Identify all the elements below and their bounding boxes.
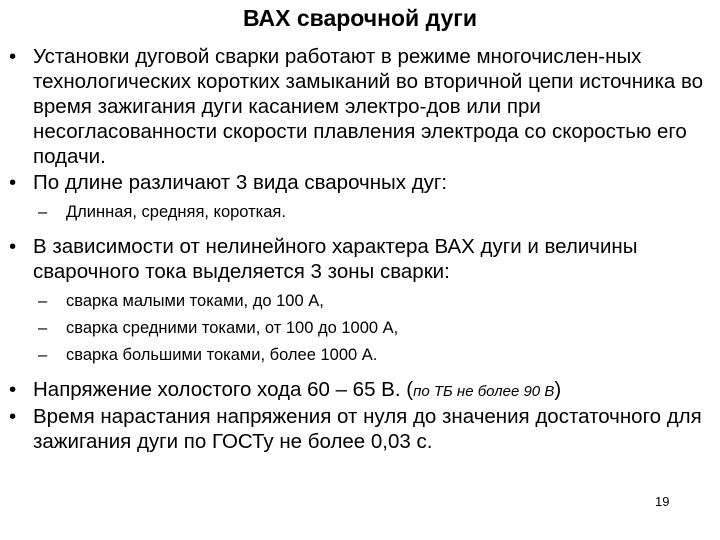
bullet-text: Напряжение холостого хода 60 – 65 В. (: [33, 378, 414, 401]
dash-icon: –: [38, 292, 48, 310]
bullet-icon: •: [9, 171, 17, 194]
bullet-icon: •: [9, 235, 17, 258]
bullet-text: По длине различают 3 вида сварочных дуг:: [33, 171, 448, 194]
bullet-text-end: ): [554, 378, 562, 401]
bullet-text: Установки дуговой сварки работают в режиме многочислен-ных технологических коротких замыканий во вторичной цепи источника во время зажигания дуги касанием электро-дов или при несогласованности скорости плавления электрода со скоростью его подачи.: [33, 45, 704, 168]
bullet-note: по ТБ не более 90 В: [413, 383, 555, 400]
dash-icon: –: [38, 346, 48, 364]
sub-text: сварка малыми токами, до 100 А,: [66, 292, 324, 310]
sub-list: [8, 199, 714, 226]
bullet-item: [8, 44, 714, 169]
sub-item: [8, 288, 714, 315]
bullet-icon: •: [9, 45, 17, 68]
slide-content: [8, 44, 714, 454]
bullet-text: Время нарастания напряжения от нуля до значения достаточного для зажигания дуги по ГОСТу не более 0,03 с.: [33, 405, 702, 453]
bullet-item: [8, 234, 714, 284]
page-number: 19: [655, 494, 670, 509]
bullet-item: [8, 170, 714, 195]
sub-text: Длинная, средняя, короткая.: [66, 203, 286, 221]
slide-title: ВАХ сварочной дуги: [243, 5, 477, 31]
sub-item: [8, 315, 714, 342]
dash-icon: –: [38, 203, 48, 221]
sub-list: [8, 288, 714, 369]
sub-text: сварка средними токами, от 100 до 1000 А,: [66, 319, 399, 337]
bullet-icon: •: [9, 405, 17, 428]
sub-item: [8, 342, 714, 369]
bullet-item: [8, 377, 714, 404]
sub-text: сварка большими токами, более 1000 А.: [66, 346, 378, 364]
bullet-icon: •: [9, 378, 17, 401]
dash-icon: –: [38, 319, 48, 337]
sub-item: [8, 199, 714, 226]
bullet-item: [8, 404, 714, 454]
bullet-text: В зависимости от нелинейного характера ВАХ дуги и величины сварочного тока выделяется 3 зоны сварки:: [33, 235, 638, 283]
